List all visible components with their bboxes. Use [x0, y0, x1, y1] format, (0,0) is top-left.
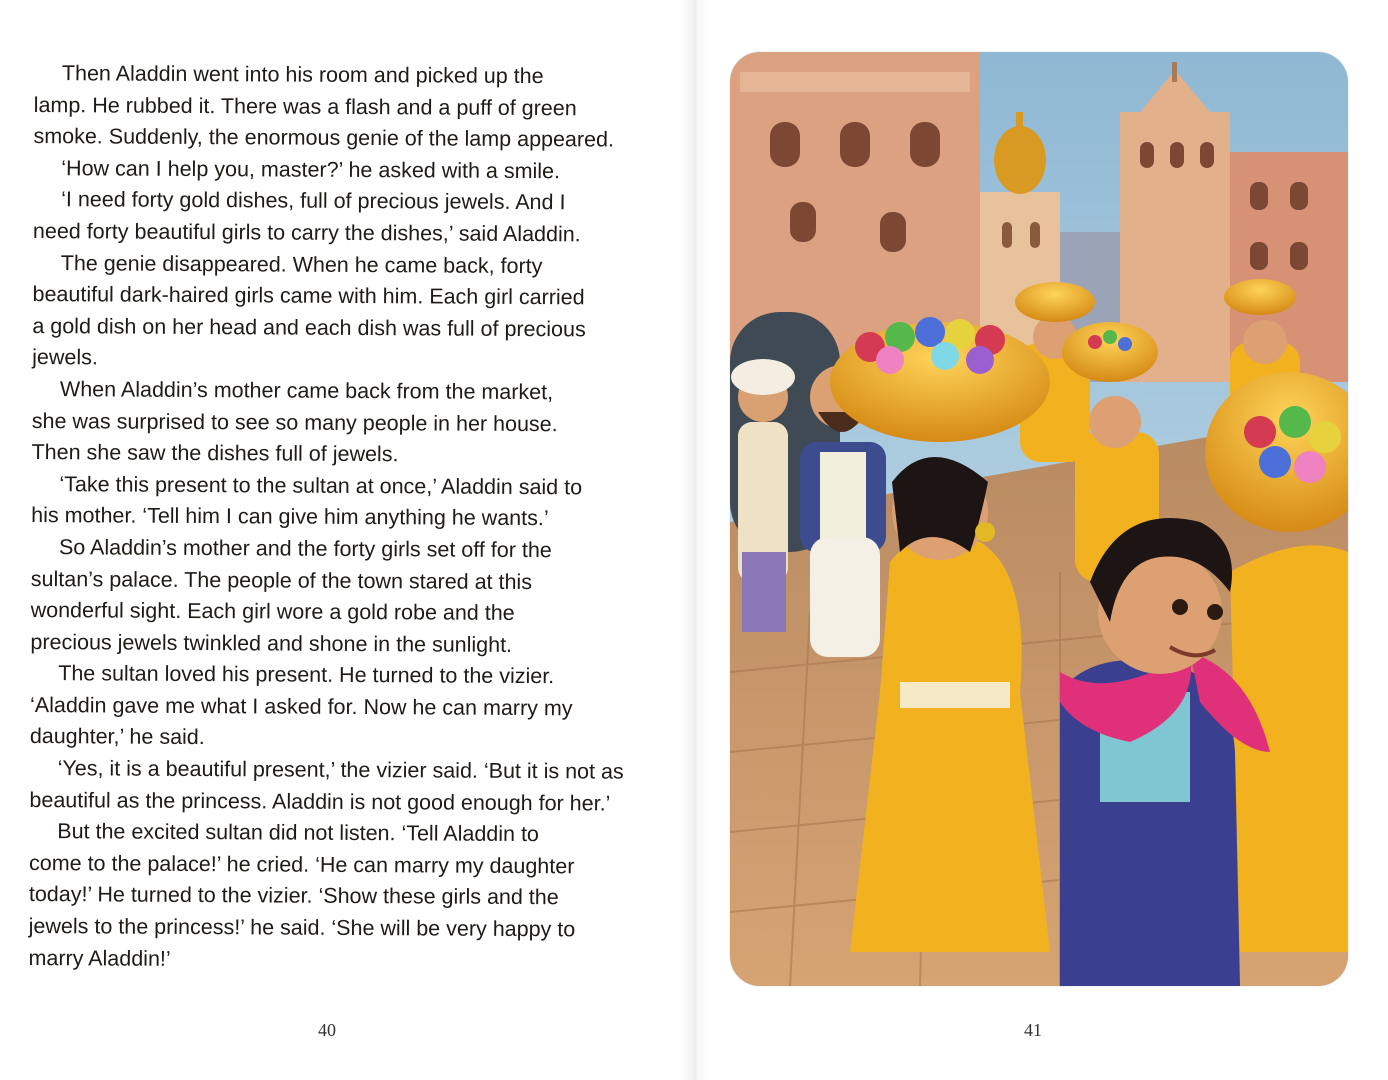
- paragraph-1: [33, 58, 674, 157]
- text-line: Then she saw the dishes full of jewels.: [31, 440, 399, 467]
- text-line: The genie disappeared. When he came back, forty: [60, 250, 543, 278]
- text-line: wonderful sight. Each girl wore a gold robe and the: [30, 598, 515, 626]
- text-line: smoke. Suddenly, the enormous genie of the lamp appeared.: [33, 124, 615, 152]
- text-line: beautiful as the princess. Aladdin is not good enough for her.’: [29, 787, 611, 816]
- text-line: lamp. He rubbed it. There was a flash and a puff of green: [33, 92, 577, 120]
- text-line: precious jewels twinkled and shone in the sunlight.: [30, 629, 513, 657]
- book-gutter: [680, 0, 710, 1080]
- text-line: a gold dish on her head and each dish was full of precious: [32, 313, 586, 342]
- paragraph-9: [29, 753, 669, 820]
- paragraph-6: [31, 469, 671, 536]
- text-line: sultan’s palace. The people of the town stared at this: [30, 566, 533, 594]
- text-line: ‘Yes, it is a beautiful present,’ the vizier said. ‘But it is not as: [57, 756, 624, 784]
- text-line: ‘Aladdin gave me what I asked for. Now he can marry my: [29, 692, 573, 721]
- text-line: Then Aladdin went into his room and picked up the: [61, 61, 544, 89]
- paragraph-7: [30, 532, 671, 662]
- paragraph-5: [31, 374, 672, 473]
- text-line: she was surprised to see so many people in her house.: [31, 408, 558, 436]
- text-line: come to the palace!’ he cried. ‘He can marry my daughter: [29, 850, 575, 879]
- text-line: The sultan loved his present. He turned to the vizier.: [58, 661, 555, 689]
- story-text: [28, 58, 674, 978]
- text-line: need forty beautiful girls to carry the dishes,’ said Aladdin.: [32, 218, 581, 247]
- paragraph-3: [33, 184, 673, 251]
- paragraph-2: [33, 153, 673, 189]
- illustration-svg: [730, 52, 1348, 986]
- text-line: beautiful dark-haired girls came with him. Each girl carried: [32, 282, 585, 310]
- text-line: today!’ He turned to the vizier. ‘Show these girls and the: [28, 882, 559, 910]
- text-line: marry Aladdin!’: [28, 945, 171, 971]
- text-line: jewels to the princess!’ he said. ‘She will be very happy to: [28, 914, 576, 942]
- paragraph-8: [30, 658, 671, 757]
- story-illustration: [730, 52, 1348, 986]
- text-line: ‘I need forty gold dishes, full of precious jewels. And I: [61, 187, 566, 215]
- text-line: So Aladdin’s mother and the forty girls set off for the: [58, 535, 552, 563]
- text-line: When Aladdin’s mother came back from the market,: [59, 377, 554, 405]
- text-line: But the excited sultan did not listen. ‘Tell Aladdin to: [57, 819, 540, 847]
- paragraph-10: [28, 816, 669, 978]
- page-number-right: 41: [1024, 1020, 1042, 1040]
- paragraph-4: [32, 248, 673, 378]
- text-line: jewels.: [32, 345, 98, 370]
- page-number-left: 40: [318, 1020, 336, 1040]
- text-line: ‘How can I help you, master?’ he asked with a smile.: [61, 155, 561, 183]
- text-line: daughter,’ he said.: [29, 724, 205, 750]
- text-line: ‘Take this present to the sultan at once,’ Aladdin said to: [59, 471, 583, 500]
- text-line: his mother. ‘Tell him I can give him anything he wants.’: [31, 503, 549, 531]
- right-page: [694, 0, 1388, 1080]
